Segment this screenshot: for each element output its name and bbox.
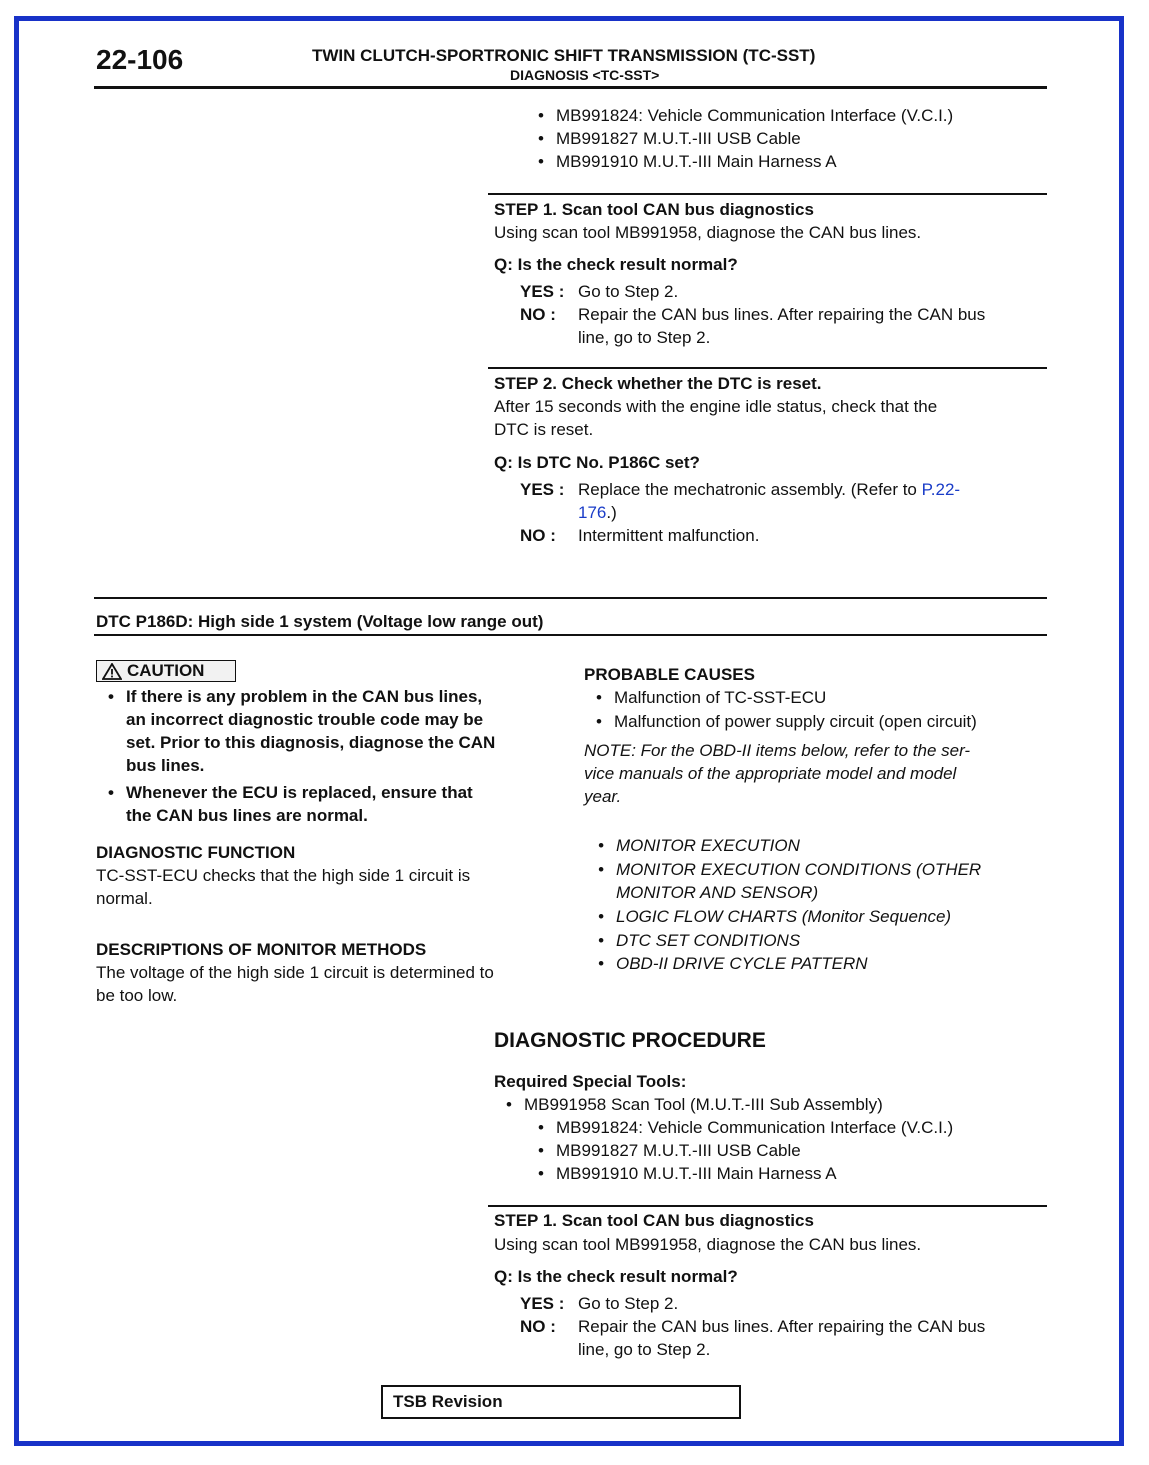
step-title: STEP 1. Scan tool CAN bus diagnostics	[494, 1211, 814, 1230]
section-body: The voltage of the high side 1 circuit is determined to	[96, 963, 494, 982]
answer-yes-text	[578, 501, 617, 524]
answer-no-text: line, go to Step 2.	[578, 328, 711, 347]
answer-yes-label: YES :	[520, 480, 565, 499]
step-question: Q: Is the check result normal?	[494, 1267, 738, 1286]
step-divider	[488, 193, 1047, 195]
caution-item-line: bus lines.	[126, 756, 205, 775]
section-body: be too low.	[96, 986, 178, 1005]
caution-item-line: the CAN bus lines are normal.	[126, 806, 368, 825]
answer-no-label: NO :	[520, 305, 556, 324]
list-item: • MB991824: Vehicle Communication Interface (V.C.I.)	[556, 1116, 953, 1139]
list-item: • MB991824: Vehicle Communication Interface (V.C.I.)	[556, 104, 953, 127]
obd-item: • DTC SET CONDITIONS	[616, 929, 800, 952]
answer-no-text: Repair the CAN bus lines. After repairing the CAN bus	[578, 1317, 986, 1336]
step-divider	[488, 1205, 1047, 1207]
list-item: • Malfunction of TC-SST-ECU	[614, 686, 826, 709]
dtc-rule-top	[94, 597, 1047, 599]
note-text: vice manuals of the appropriate model and model	[584, 764, 957, 783]
note-text: year.	[584, 787, 622, 806]
caution-label: CAUTION	[127, 661, 205, 680]
answer-yes-label: YES :	[520, 282, 565, 301]
caution-badge	[96, 660, 236, 682]
obd-item: • OBD-II DRIVE CYCLE PATTERN	[616, 952, 868, 975]
caution-item-line: an incorrect diagnostic trouble code may be	[126, 710, 484, 729]
answer-no-text: Repair the CAN bus lines. After repairing the CAN bus	[578, 305, 986, 324]
list-item: • Malfunction of power supply circuit (open circuit)	[614, 710, 977, 733]
tsb-revision-box	[381, 1385, 741, 1419]
obd-item: • MONITOR EXECUTION CONDITIONS (OTHER	[616, 858, 981, 881]
dtc-rule-bottom	[94, 634, 1047, 636]
answer-yes-tail: .)	[606, 503, 617, 522]
list-item: • MB991910 M.U.T.-III Main Harness A	[556, 150, 837, 173]
section-title: DIAGNOSTIC FUNCTION	[96, 843, 296, 862]
step-body: DTC is reset.	[494, 420, 594, 439]
step-title: STEP 1. Scan tool CAN bus diagnostics	[494, 200, 814, 219]
step-body: After 15 seconds with the engine idle status, check that the	[494, 397, 938, 416]
obd-item: • MONITOR EXECUTION	[616, 834, 800, 857]
caution-item: • Whenever the ECU is replaced, ensure that	[126, 781, 473, 804]
step-question: Q: Is the check result normal?	[494, 255, 738, 274]
answer-yes-text	[578, 478, 960, 501]
section-body: normal.	[96, 889, 153, 908]
page-title: TWIN CLUTCH-SPORTRONIC SHIFT TRANSMISSION (TC-SST)	[312, 46, 816, 65]
tools-label: Required Special Tools:	[494, 1072, 687, 1091]
dtc-heading: DTC P186D: High side 1 system (Voltage low range out)	[96, 612, 544, 631]
step-body: Using scan tool MB991958, diagnose the CAN bus lines.	[494, 223, 922, 242]
reference-link[interactable]: P.22-	[921, 480, 961, 499]
answer-yes-text-body: Replace the mechatronic assembly. (Refer to	[578, 480, 922, 499]
procedure-title: DIAGNOSTIC PROCEDURE	[494, 1029, 766, 1052]
caution-item: • If there is any problem in the CAN bus lines,	[126, 685, 482, 708]
step-title: STEP 2. Check whether the DTC is reset.	[494, 374, 822, 393]
section-body: TC-SST-ECU checks that the high side 1 circuit is	[96, 866, 471, 885]
answer-no-text: line, go to Step 2.	[578, 1340, 711, 1359]
list-item: • MB991827 M.U.T.-III USB Cable	[556, 127, 801, 150]
note-text: NOTE: For the OBD-II items below, refer to the ser-	[584, 741, 971, 760]
answer-no-label: NO :	[520, 1317, 556, 1336]
step-question: Q: Is DTC No. P186C set?	[494, 453, 700, 472]
step-body: Using scan tool MB991958, diagnose the CAN bus lines.	[494, 1235, 922, 1254]
section-title: PROBABLE CAUSES	[584, 665, 755, 684]
header-rule	[94, 86, 1047, 89]
page-subtitle: DIAGNOSIS <TC-SST>	[510, 67, 660, 83]
answer-yes-label: YES :	[520, 1294, 565, 1313]
step-divider	[488, 367, 1047, 369]
answer-yes-text: Go to Step 2.	[578, 1294, 679, 1313]
answer-yes-text: Go to Step 2.	[578, 282, 679, 301]
reference-link[interactable]: 176	[578, 503, 607, 522]
section-title: DESCRIPTIONS OF MONITOR METHODS	[96, 940, 427, 959]
answer-no-text: Intermittent malfunction.	[578, 526, 760, 545]
page-number: 22-106	[96, 44, 184, 75]
tsb-revision-label: TSB Revision	[393, 1392, 503, 1411]
list-item: • MB991910 M.U.T.-III Main Harness A	[556, 1162, 837, 1185]
list-item: • MB991827 M.U.T.-III USB Cable	[556, 1139, 801, 1162]
warning-icon	[102, 663, 122, 685]
obd-item: • LOGIC FLOW CHARTS (Monitor Sequence)	[616, 905, 951, 928]
caution-item-line: set. Prior to this diagnosis, diagnose the CAN	[126, 733, 496, 752]
answer-no-label: NO :	[520, 526, 556, 545]
list-item: • MB991958 Scan Tool (M.U.T.-III Sub Assembly)	[524, 1093, 883, 1116]
obd-item-line: MONITOR AND SENSOR)	[616, 883, 819, 902]
